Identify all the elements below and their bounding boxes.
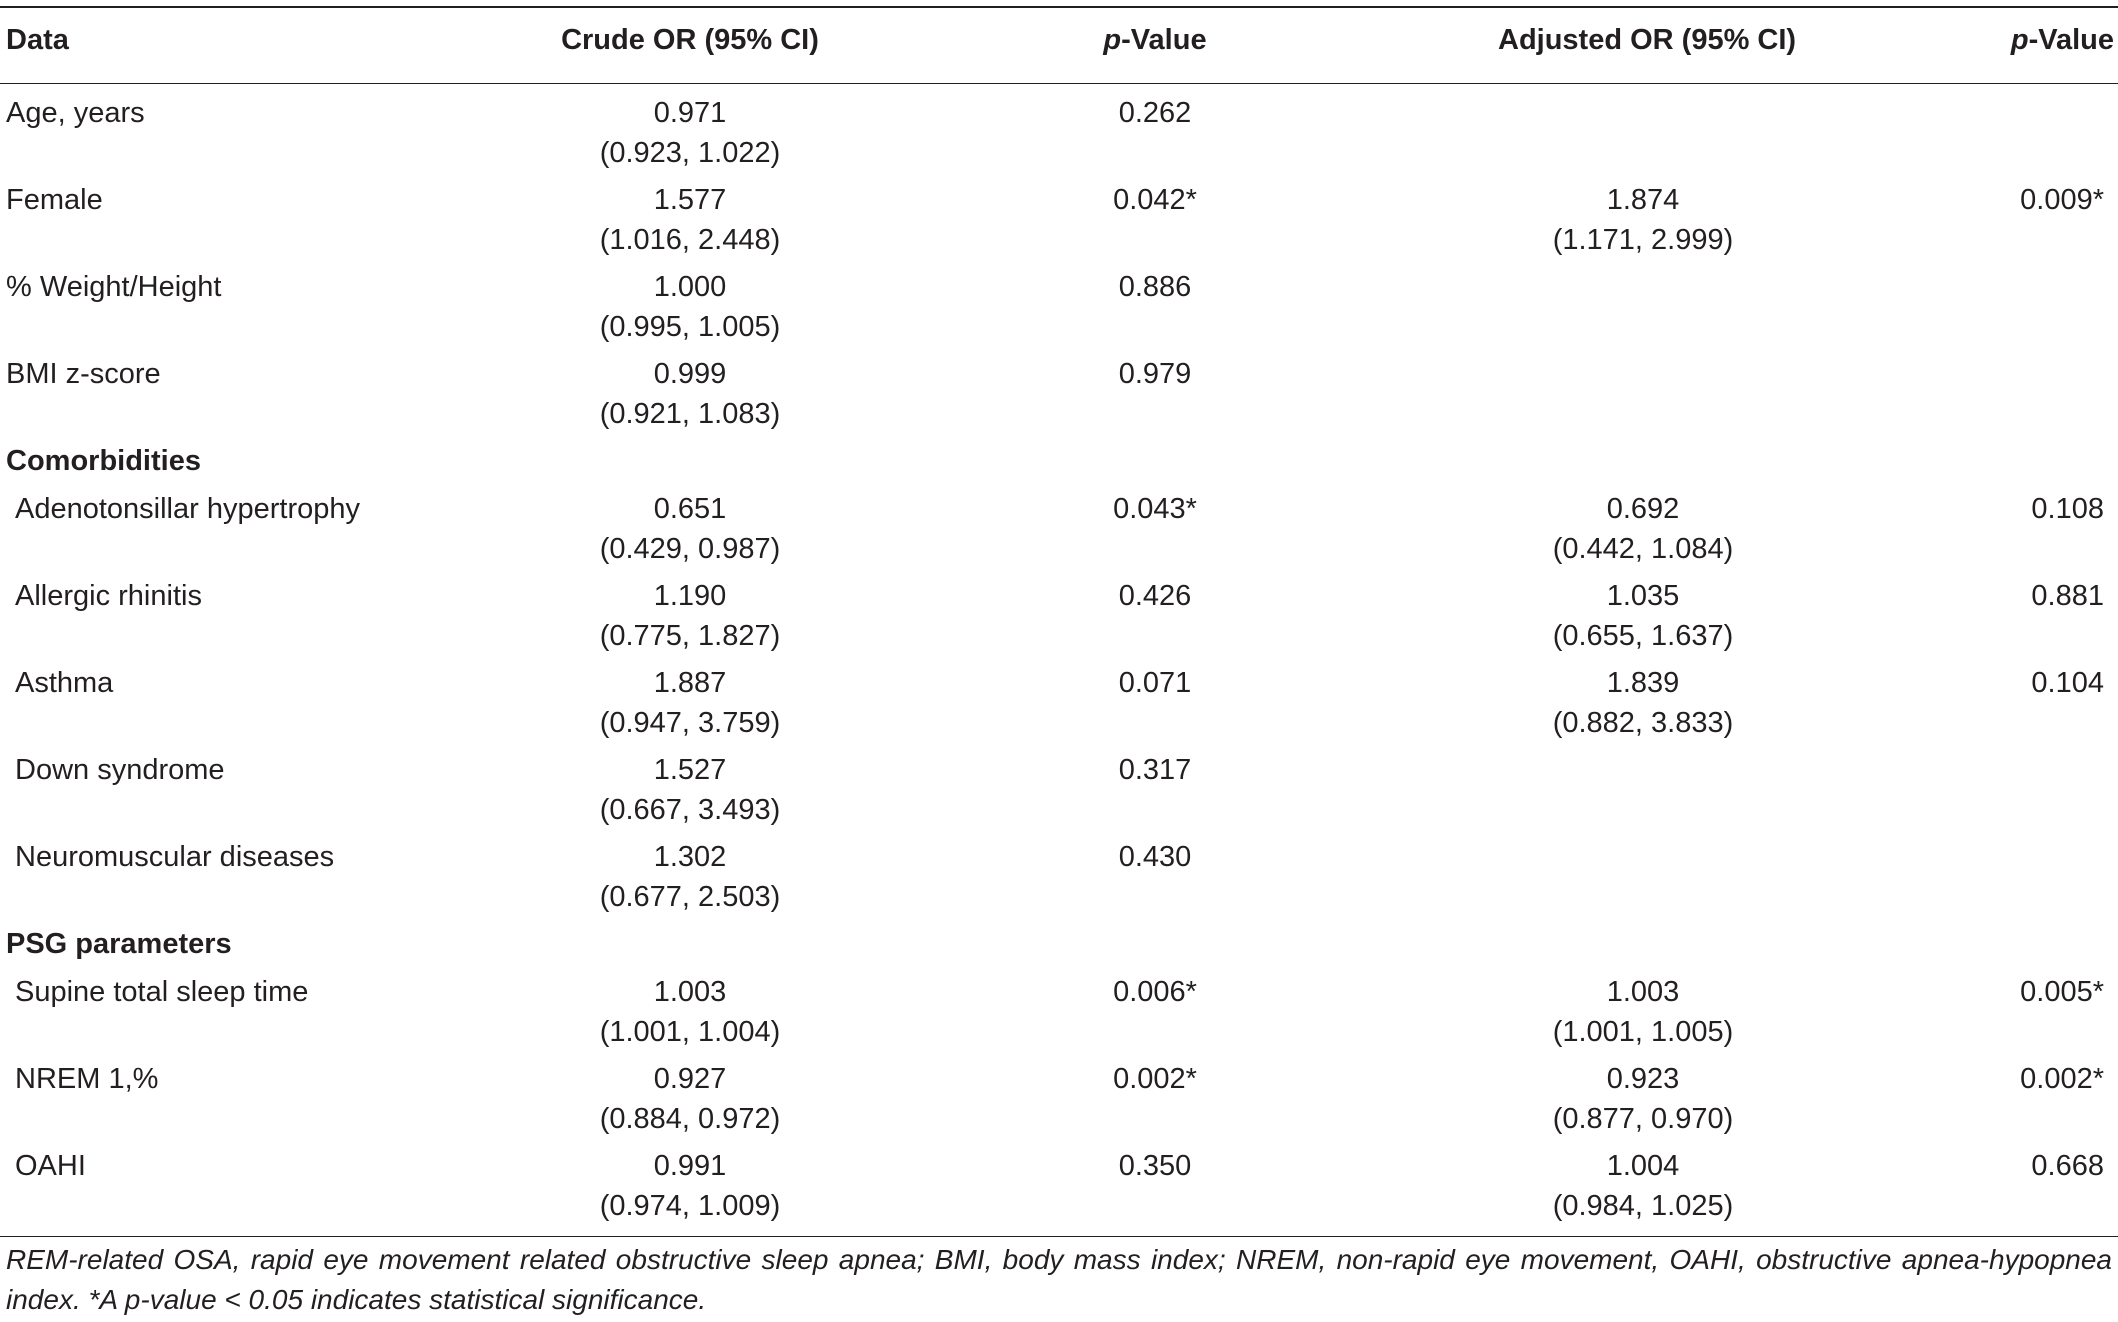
crude-or-value: 0.651	[653, 493, 727, 525]
header-adjusted-or: Adjusted OR (95% CI)	[1498, 24, 1797, 56]
crude-p-value: 0.006*	[1113, 976, 1197, 1008]
table-top-rule	[0, 6, 2118, 8]
row-label: Supine total sleep time	[15, 976, 309, 1008]
crude-or-value: 1.190	[653, 580, 727, 612]
crude-or-ci: (1.001, 1.004)	[599, 1016, 781, 1048]
crude-p-value: 0.043*	[1113, 493, 1197, 525]
crude-or-ci: (0.884, 0.972)	[599, 1103, 781, 1135]
header-data: Data	[6, 24, 69, 56]
crude-or-value: 1.887	[653, 667, 727, 699]
crude-or-value: 1.527	[653, 754, 727, 786]
adjusted-or-cell	[1498, 972, 1788, 1052]
row-label: NREM 1,%	[15, 1063, 159, 1095]
adjusted-or-cell	[1498, 489, 1788, 569]
crude-p-value: 0.317	[1118, 754, 1192, 786]
adjusted-or-value: 0.692	[1606, 493, 1680, 525]
adjusted-or-value: 0.923	[1606, 1063, 1680, 1095]
crude-or-cell	[545, 663, 835, 743]
crude-or-ci: (0.974, 1.009)	[599, 1190, 781, 1222]
crude-or-cell	[545, 93, 835, 173]
crude-p-value: 0.071	[1118, 667, 1192, 699]
crude-or-value: 1.000	[653, 271, 727, 303]
adjusted-or-cell	[1498, 663, 1788, 743]
adjusted-or-cell	[1498, 576, 1788, 656]
crude-or-ci: (0.923, 1.022)	[599, 137, 781, 169]
crude-or-cell	[545, 750, 835, 830]
crude-or-value: 1.003	[653, 976, 727, 1008]
row-label: Asthma	[15, 667, 114, 699]
header-crude-p-value	[1040, 20, 1270, 60]
crude-or-ci: (0.995, 1.005)	[599, 311, 781, 343]
row-label: Neuromuscular diseases	[15, 841, 335, 873]
header-adjusted-p-italic: p	[2010, 24, 2029, 56]
adjusted-p-value: 0.005*	[2020, 976, 2104, 1008]
table-footnote: REM-related OSA, rapid eye movement related obstructive sleep apnea; BMI, body mass index; NREM, non-rapid eye movement, OAHI, obstructive apnea-hypopnea index. *A p-value < 0.05 indicates statistical significance.	[6, 1244, 2112, 1315]
crude-or-cell	[545, 1146, 835, 1226]
adjusted-or-cell	[1498, 1059, 1788, 1139]
crude-or-ci: (0.775, 1.827)	[599, 620, 781, 652]
crude-or-ci: (0.429, 0.987)	[599, 533, 781, 565]
crude-or-cell	[545, 354, 835, 434]
section-label: PSG parameters	[6, 928, 232, 960]
crude-or-cell	[545, 489, 835, 569]
adjusted-or-value: 1.003	[1606, 976, 1680, 1008]
crude-p-value: 0.042*	[1113, 184, 1197, 216]
header-crude-p-rest: -Value	[1121, 24, 1207, 56]
adjusted-or-ci: (0.877, 0.970)	[1552, 1103, 1734, 1135]
row-label: Adenotonsillar hypertrophy	[15, 493, 360, 525]
crude-or-cell	[545, 267, 835, 347]
adjusted-or-value: 1.874	[1606, 184, 1680, 216]
adjusted-or-ci: (0.655, 1.637)	[1552, 620, 1734, 652]
crude-or-value: 0.927	[653, 1063, 727, 1095]
adjusted-or-value: 1.004	[1606, 1150, 1680, 1182]
crude-or-ci: (0.677, 2.503)	[599, 881, 781, 913]
crude-p-value: 0.426	[1118, 580, 1192, 612]
row-label: Down syndrome	[15, 754, 225, 786]
adjusted-p-value: 0.009*	[2020, 184, 2104, 216]
row-label: % Weight/Height	[6, 271, 222, 303]
crude-or-cell	[545, 837, 835, 917]
adjusted-or-cell	[1498, 180, 1788, 260]
crude-or-cell	[545, 1059, 835, 1139]
crude-p-value: 0.262	[1118, 97, 1192, 129]
adjusted-or-ci: (0.984, 1.025)	[1552, 1190, 1734, 1222]
row-label: Female	[6, 184, 103, 216]
crude-or-cell	[545, 180, 835, 260]
adjusted-or-value: 1.035	[1606, 580, 1680, 612]
adjusted-p-value: 0.108	[2031, 493, 2104, 525]
crude-p-value: 0.002*	[1113, 1063, 1197, 1095]
crude-or-ci: (0.667, 3.493)	[599, 794, 781, 826]
crude-or-ci: (0.921, 1.083)	[599, 398, 781, 430]
crude-p-value: 0.886	[1118, 271, 1192, 303]
crude-or-value: 0.999	[653, 358, 727, 390]
adjusted-p-value: 0.668	[2031, 1150, 2104, 1182]
row-label: Age, years	[6, 97, 145, 129]
adjusted-or-cell	[1498, 1146, 1788, 1226]
adjusted-or-ci: (0.442, 1.084)	[1552, 533, 1734, 565]
crude-or-cell	[545, 972, 835, 1052]
adjusted-or-ci: (1.001, 1.005)	[1552, 1016, 1734, 1048]
header-crude-p-italic: p	[1103, 24, 1122, 56]
adjusted-p-value: 0.104	[2031, 667, 2104, 699]
crude-or-cell	[545, 576, 835, 656]
row-label: BMI z-score	[6, 358, 161, 390]
crude-p-value: 0.979	[1118, 358, 1192, 390]
adjusted-or-ci: (1.171, 2.999)	[1552, 224, 1734, 256]
crude-p-value: 0.350	[1118, 1150, 1192, 1182]
crude-p-value: 0.430	[1118, 841, 1192, 873]
crude-or-value: 0.991	[653, 1150, 727, 1182]
row-label: OAHI	[15, 1150, 86, 1182]
row-label: Allergic rhinitis	[15, 580, 202, 612]
adjusted-p-value: 0.002*	[2020, 1063, 2104, 1095]
table-bottom-rule	[0, 1236, 2118, 1237]
table-header-rule	[0, 83, 2118, 84]
section-label: Comorbidities	[6, 445, 201, 477]
header-crude-or: Crude OR (95% CI)	[561, 24, 819, 56]
header-adjusted-p-rest: -Value	[2028, 24, 2114, 56]
adjusted-or-ci: (0.882, 3.833)	[1552, 707, 1734, 739]
crude-or-value: 1.577	[653, 184, 727, 216]
adjusted-p-value: 0.881	[2031, 580, 2104, 612]
adjusted-or-value: 1.839	[1606, 667, 1680, 699]
crude-or-value: 1.302	[653, 841, 727, 873]
crude-or-ci: (0.947, 3.759)	[599, 707, 781, 739]
crude-or-ci: (1.016, 2.448)	[599, 224, 781, 256]
crude-or-value: 0.971	[653, 97, 727, 129]
header-adjusted-p-value	[2011, 20, 2114, 60]
